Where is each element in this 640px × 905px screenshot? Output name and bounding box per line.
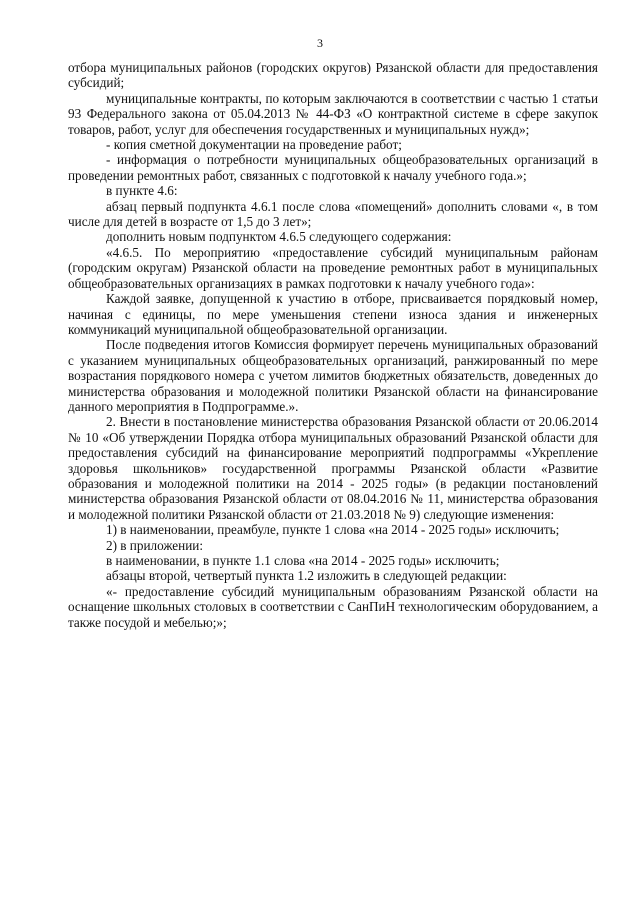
- paragraph: в наименовании, в пункте 1.1 слова «на 2014 - 2025 годы» исключить;: [106, 553, 500, 568]
- paragraph: После подведения итогов Комиссия формирует перечень муниципальных образований с указанием муниципальных общеобразовательных организаций, ранжированный по мере возрастания порядкового номера с учетом лимитов бюджетных обязательств, доведенных до министерства образования и молодежной политики Рязанской области на финансирование данного мероприятия в Подпрограмме.».: [68, 337, 598, 414]
- paragraph: - копия сметной документации на проведение работ;: [106, 137, 402, 153]
- paragraph: дополнить новым подпунктом 4.6.5 следующего содержания:: [106, 229, 452, 245]
- paragraph: муниципальные контракты, по которым заключаются в соответствии с частью 1 статьи 93 Федерального закона от 05.04.2013 № 44-ФЗ «О контрактной системе в сфере закупок товаров, работ, услуг для обеспечения государственных и муниципальных нужд»;: [68, 90, 598, 137]
- paragraph: 1) в наименовании, преамбуле, пункте 1 слова «на 2014 - 2025 годы» исключить;: [106, 522, 560, 538]
- paragraph: отбора муниципальных районов (городских округов) Рязанской области для предоставления субсидий;: [68, 60, 598, 91]
- paragraph: - информация о потребности муниципальных общеобразовательных организаций в проведении ремонтных работ, связанных с подготовкой к началу учебного года.»;: [68, 152, 598, 183]
- paragraph: «4.6.5. По мероприятию «предоставление субсидий муниципальным районам (городским округам) Рязанской области на проведение ремонтных работ в муниципальных общеобразовательных организациях в рамках подготовки к началу учебного года»:: [68, 244, 598, 291]
- paragraph: «- предоставление субсидий муниципальным образованиям Рязанской области на оснащение школьных столовых в соответствии с СанПиН технологическим оборудованием, а также посудой и мебелью;»;: [68, 583, 598, 630]
- paragraph: Каждой заявке, допущенной к участию в отборе, присваивается порядковый номер, начиная с единицы, по мере уменьшения степени износа здания и инженерных коммуникаций муниципальной общеобразовательной организации.: [68, 291, 598, 337]
- paragraph: в пункте 4.6:: [106, 183, 178, 199]
- paragraph: 2) в приложении:: [106, 537, 203, 553]
- paragraph: абзацы второй, четвертый пункта 1.2 изложить в следующей редакции:: [106, 568, 507, 584]
- page-number: 3: [317, 36, 323, 50]
- document-body: [68, 60, 598, 630]
- paragraph: абзац первый подпункта 4.6.1 после слова «помещений» дополнить словами «, в том числе для детей в возрасте от 1,5 до 3 лет»;: [68, 198, 598, 230]
- paragraph: 2. Внести в постановление министерства образования Рязанской области от 20.06.2014 № 10 «Об утверждении Порядка отбора муниципальных образований Рязанской области для предоставления субсидий на финансирование мероприятий подпрограммы «Укрепление здоровья школьников» государственной программы Рязанской области «Развитие образования и молодежной политики на 2014 - 2025 годы» (в редакции постановлений министерства образования Рязанской области от 08.04.2016 № 11, министерства образования и молодежной политики Рязанской области от 21.03.2018 № 9) следующие изменения:: [68, 414, 598, 522]
